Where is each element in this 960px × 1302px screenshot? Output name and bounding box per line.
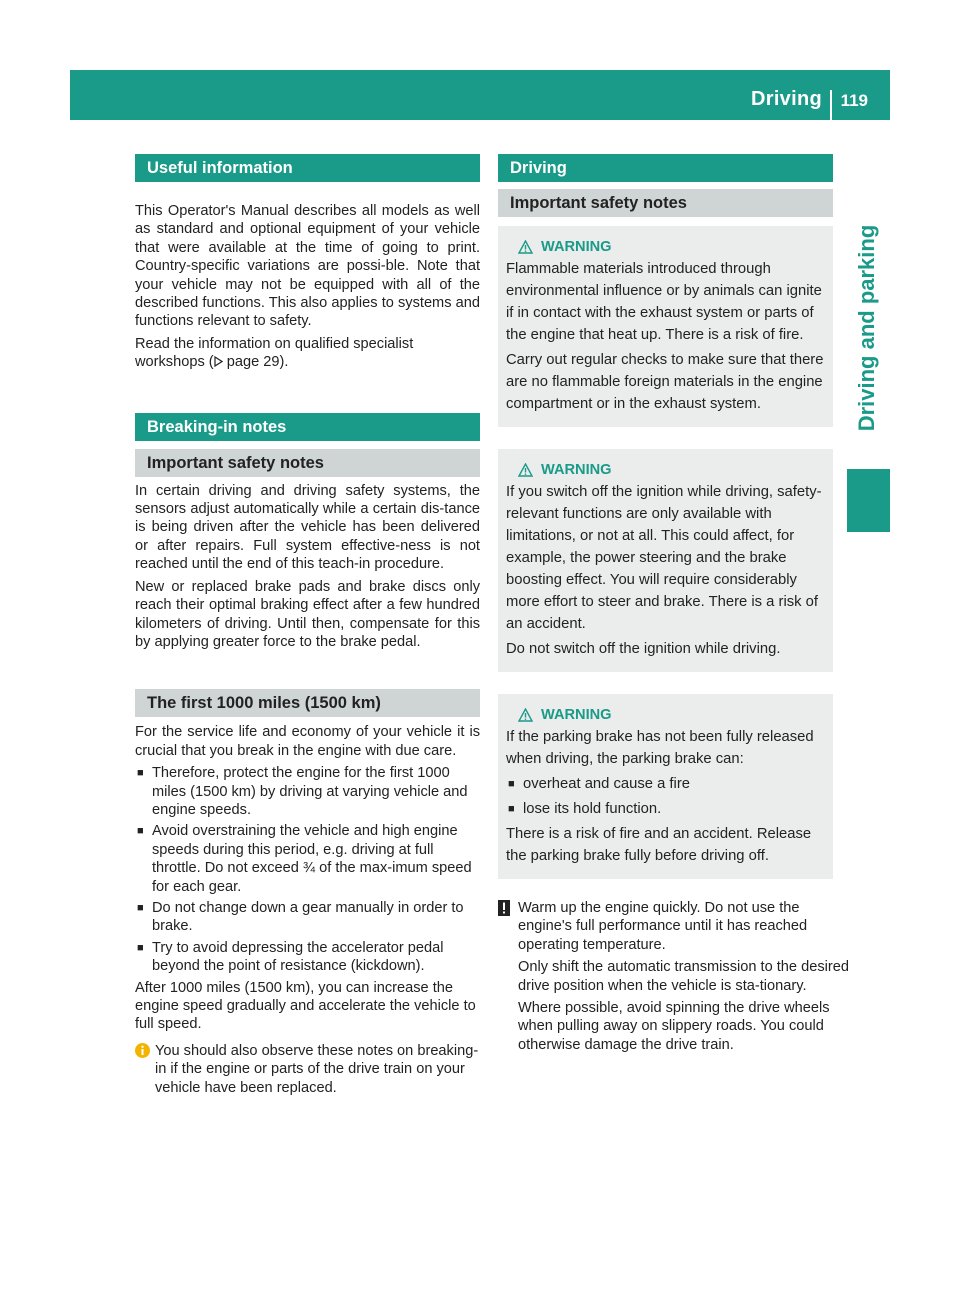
- warning-box-3: [498, 694, 833, 879]
- warning-box-2: [498, 449, 833, 672]
- warning-2-paragraph-2: Do not switch off the ignition while driving.: [506, 641, 781, 657]
- first1000-intro: For the service life and economy of your vehicle it is crucial that you break in the engine with due care.: [135, 724, 480, 759]
- bullet-icon: ■: [137, 941, 144, 954]
- bullet-icon: ■: [137, 901, 144, 914]
- section-heading-breaking-in: Breaking-in notes: [135, 413, 480, 441]
- exclamation-icon: [498, 900, 510, 916]
- warning-2-paragraph-1: If you switch off the ignition while driving, safety-relevant functions are only available with limitations, or not at all. This could affect, for example, the power steering and the brake boosting effect. You will require considerably more effort to steer and brake. There is a risk of an accident.: [506, 484, 822, 632]
- warning-label: WARNING: [541, 707, 612, 723]
- page-number: 119: [840, 91, 868, 110]
- info-note: [135, 1042, 480, 1097]
- warning-triangle-icon: [518, 463, 533, 477]
- list-item-text: Therefore, protect the engine for the first 1000 miles (1500 km) by driving at varying vehicle and engine speeds.: [152, 765, 468, 818]
- page-reference-link[interactable]: page 29).: [226, 354, 289, 371]
- warning-triangle-icon: [518, 708, 533, 722]
- first1000-after: After 1000 miles (1500 km), you can increase the engine speed gradually and accelerate the vehicle to full speed.: [135, 979, 476, 1033]
- bullet-icon: ■: [137, 825, 144, 838]
- header-bar: [70, 70, 890, 120]
- warning-label: WARNING: [541, 462, 612, 478]
- first1000-bullet-list: [135, 764, 480, 975]
- caution-paragraph-1: Warm up the engine quickly. Do not use the engine's full performance until it has reached operating temperature.: [518, 900, 808, 953]
- warning-3-outro: There is a risk of fire and an accident. Release the parking brake fully before driving off.: [506, 826, 812, 864]
- list-item: [135, 764, 480, 819]
- side-tab-label: Driving and parking: [854, 224, 879, 432]
- bullet-icon: ■: [508, 803, 515, 815]
- warning-box-1: [498, 226, 833, 427]
- warning-header: [506, 236, 825, 258]
- warning-triangle-icon: [518, 240, 533, 254]
- breaking-paragraph-1: In certain driving and driving safety systems, the sensors adjust automatically while a certain dis-tance is being driven after the vehicle has been delivered or after repairs. Full system effective-ness is not reached until the end of this teach-in procedure.: [135, 482, 480, 573]
- list-item-text: Do not change down a gear manually in order to brake.: [152, 899, 464, 935]
- warning-header: [506, 704, 825, 726]
- info-note-text: You should also observe these notes on breaking-in if the engine or parts of the drive train on your vehicle have been replaced.: [155, 1042, 479, 1096]
- list-item: [135, 822, 480, 896]
- breaking-paragraph-2: New or replaced brake pads and brake discs only reach their optimal braking effect after a few hundred kilometers of driving. Until then, compensate for this by applying greater force to the brake pedal.: [135, 578, 480, 650]
- subheading-important-safety-notes-right: Important safety notes: [498, 189, 833, 217]
- warning-3-intro: If the parking brake has not been fully released when driving, the parking brake can:: [506, 729, 814, 767]
- section-heading-driving: Driving: [498, 154, 833, 182]
- side-tab-block: [847, 469, 890, 532]
- caution-note: [498, 899, 851, 1054]
- warning-header: [506, 459, 825, 481]
- warning-1-paragraph-1: Flammable materials introduced through environmental influence or by animals can ignite if in contact with the exhaust system or parts of the engine that heat up. There is a risk of fire.: [506, 261, 822, 343]
- info-icon: [135, 1043, 150, 1058]
- header-divider: [830, 90, 832, 120]
- subheading-important-safety-notes-left: Important safety notes: [135, 449, 480, 477]
- header-title: Driving: [751, 88, 822, 110]
- list-item: [135, 899, 480, 936]
- caution-paragraph-3: Where possible, avoid spinning the drive wheels when pulling away on slippery roads. You could otherwise damage the drive train.: [518, 1000, 830, 1053]
- section-heading-useful-information: Useful information: [135, 154, 480, 182]
- side-tab: [847, 215, 890, 455]
- useful-paragraph-2-text: Read the information on qualified specialist workshops (: [135, 335, 414, 371]
- list-item: [506, 773, 825, 795]
- caution-paragraph-2: Only shift the automatic transmission to the desired drive position when the vehicle is sta-tionary.: [518, 959, 849, 994]
- warning-label: WARNING: [541, 239, 612, 255]
- warning-3-bullet-list: [506, 773, 825, 820]
- useful-paragraph-1: This Operator's Manual describes all models as well as standard and optional equipment of your vehicle that were available at the time of going to print. Country-specific variations are possi-ble. Note that your vehicle may not be equipped with all of the described functions. This also applies to systems and functions relevant to safety.: [135, 203, 480, 330]
- useful-paragraph-2: [135, 335, 480, 372]
- left-column: [135, 154, 480, 1097]
- right-column: [498, 154, 849, 1058]
- list-item-text: Avoid overstraining the vehicle and high engine speeds during this period, e.g. driving at full throttle. Do not exceed ¾ of the max-imum speed for each gear.: [152, 823, 472, 895]
- bullet-icon: ■: [508, 778, 515, 790]
- subheading-first-1000-miles: The first 1000 miles (1500 km): [135, 689, 480, 717]
- triangle-right-icon: [214, 356, 223, 367]
- list-item: [506, 798, 825, 820]
- bullet-icon: ■: [137, 767, 144, 780]
- warning-1-paragraph-2: Carry out regular checks to make sure that there are no flammable foreign materials in the engine compartment or in the exhaust system.: [506, 352, 824, 412]
- list-item-text: Try to avoid depressing the accelerator pedal beyond the point of resistance (kickdown).: [152, 939, 444, 975]
- list-item: [135, 939, 480, 976]
- list-item-text: lose its hold function.: [523, 801, 662, 817]
- list-item-text: overheat and cause a fire: [523, 776, 690, 792]
